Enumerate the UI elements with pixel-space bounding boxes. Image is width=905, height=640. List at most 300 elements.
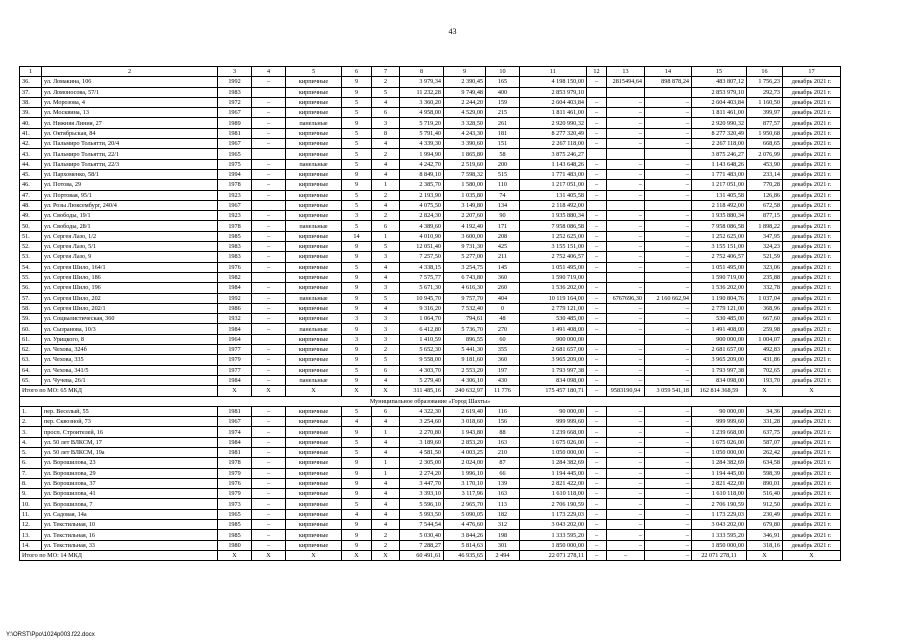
table-cell: – (587, 489, 607, 499)
table-cell: – (645, 417, 692, 427)
table-cell: 1978 (218, 180, 252, 190)
table-cell: 11. (20, 509, 42, 519)
table-cell: 4 192,40 (444, 221, 486, 231)
table-cell: 1 793 997,38 (692, 365, 747, 375)
table-cell: 9 (342, 375, 372, 385)
table-cell: кирпичные (286, 272, 342, 282)
table-cell: – (645, 375, 692, 385)
table-cell: ул. Текстильная, 10 (42, 520, 218, 530)
table-cell: X (286, 550, 342, 560)
table-cell: 5 277,00 (444, 252, 486, 262)
table-cell: кирпичные (286, 334, 342, 344)
table-cell: 8 277 320,49 (520, 128, 587, 138)
table-row (20, 447, 841, 457)
table-row (20, 520, 841, 530)
table-cell: – (587, 468, 607, 478)
table-cell: – (252, 499, 286, 509)
table-cell (252, 200, 286, 210)
table-cell: 2 (372, 77, 400, 87)
header-row (20, 67, 841, 77)
table-row (20, 200, 841, 210)
table-cell: – (645, 458, 692, 468)
table-cell: – (252, 262, 286, 272)
table-cell: декабрь 2021 г. (783, 128, 841, 138)
table-row (20, 406, 841, 416)
table-row (20, 345, 841, 355)
table-cell: 331,28 (747, 417, 783, 427)
table-cell: 4 003,25 (444, 447, 486, 457)
table-cell: 1 284 382,69 (692, 458, 747, 468)
table-cell: 5 (342, 262, 372, 272)
table-cell: 4 243,30 (444, 128, 486, 138)
table-cell: 6. (20, 458, 42, 468)
table-cell: – (587, 386, 607, 396)
table-cell: 5 (342, 190, 372, 200)
table-cell: – (645, 97, 692, 107)
table-cell: 9 (342, 540, 372, 550)
table-cell: декабрь 2021 г. (783, 149, 841, 159)
table-cell: – (607, 365, 645, 375)
table-cell: кирпичные (286, 211, 342, 221)
table-cell: 2 (372, 211, 400, 221)
table-cell: декабрь 2021 г. (783, 499, 841, 509)
table-cell: 5 993,50 (400, 509, 444, 519)
table-cell: 4 010,90 (400, 231, 444, 241)
table-cell: кирпичные (286, 77, 342, 87)
table-cell: – (252, 314, 286, 324)
table-cell: 2 160 662,94 (645, 293, 692, 303)
table-cell: 3 965 209,00 (520, 355, 587, 365)
table-cell: – (607, 499, 645, 509)
table-cell: 2 853,20 (444, 437, 486, 447)
table-cell: 3 149,80 (444, 200, 486, 210)
table-cell: 1 850 000,00 (692, 540, 747, 550)
table-cell: 9 (342, 478, 372, 488)
table-cell: кирпичные (286, 180, 342, 190)
table-cell: 3 390,60 (444, 139, 486, 149)
table-cell: X (342, 386, 372, 396)
table-cell: 3 (372, 314, 400, 324)
table-cell: ул. Пархоменко, 58/1 (42, 169, 218, 179)
table-cell: 9 (342, 293, 372, 303)
table-cell: – (252, 437, 286, 447)
table-cell: 1975 (218, 159, 252, 169)
table-cell: 0 (486, 303, 520, 313)
table-cell: 9 (342, 530, 372, 540)
table-cell: 165 (486, 77, 520, 87)
table-cell: 162 814 368,59 (692, 386, 747, 396)
table-cell: 1976 (218, 478, 252, 488)
table-cell: 9 (342, 520, 372, 530)
table-cell: 3 (372, 334, 400, 344)
table-cell: 834 098,00 (692, 375, 747, 385)
table-cell: ул. Октябрьская, 84 (42, 128, 218, 138)
table-row (20, 211, 841, 221)
table-cell: 50. (20, 221, 42, 231)
table-cell: 4 (372, 375, 400, 385)
table-cell: 5 (342, 200, 372, 210)
table-cell: 672,58 (747, 200, 783, 210)
table-cell: 1 (372, 427, 400, 437)
table-cell: 63. (20, 355, 42, 365)
table-cell: 5. (20, 447, 42, 457)
table-cell: декабрь 2021 г. (783, 314, 841, 324)
table-cell: – (587, 314, 607, 324)
table-cell: пер. Веселый, 55 (42, 406, 218, 416)
table-cell: 65. (20, 375, 42, 385)
table-cell: 1985 (218, 231, 252, 241)
table-cell: 11 (520, 67, 587, 77)
table-cell: 431,86 (747, 355, 783, 365)
table-cell: 912,50 (747, 499, 783, 509)
table-cell: кирпичные (286, 345, 342, 355)
table-cell: 1 898,22 (747, 221, 783, 231)
table-cell: 145 (486, 262, 520, 272)
table-cell: 668,65 (747, 139, 783, 149)
table-cell: 1 590 719,00 (692, 272, 747, 282)
table-cell: – (587, 169, 607, 179)
table-cell: 324,23 (747, 242, 783, 252)
table-cell: X (286, 386, 342, 396)
table-cell: – (587, 509, 607, 519)
table-cell: кирпичные (286, 303, 342, 313)
table-cell: – (252, 252, 286, 262)
table-cell: 12. (20, 520, 42, 530)
table-cell: 4 198 150,00 (520, 77, 587, 87)
table-cell: кирпичные (286, 427, 342, 437)
table-cell: 61. (20, 334, 42, 344)
table-cell: – (645, 345, 692, 355)
table-cell: – (645, 242, 692, 252)
table-cell: 4 (372, 169, 400, 179)
table-cell: 1 811 461,00 (520, 108, 587, 118)
table-row (20, 139, 841, 149)
table-cell: – (587, 345, 607, 355)
table-cell: – (645, 550, 692, 560)
table-cell: декабрь 2021 г. (783, 427, 841, 437)
table-cell: 1992 (218, 77, 252, 87)
table-cell: 1923 (218, 211, 252, 221)
table-cell: 2 118 492,00 (520, 200, 587, 210)
table-cell: – (252, 324, 286, 334)
table-cell: 1967 (218, 108, 252, 118)
table-cell: 211 (486, 252, 520, 262)
table-cell: ул. Свободы, 28/1 (42, 221, 218, 231)
table-cell: 2 244,20 (444, 97, 486, 107)
table-cell: 1 675 026,00 (520, 437, 587, 447)
table-cell: 360 (486, 272, 520, 282)
table-cell: 323,06 (747, 262, 783, 272)
table-cell: 4 958,00 (400, 108, 444, 118)
table-cell: 49. (20, 211, 42, 221)
table-cell: 999 999,60 (692, 417, 747, 427)
table-row (20, 283, 841, 293)
table-cell: – (607, 355, 645, 365)
table-cell: 8 (372, 128, 400, 138)
table-cell: 4 303,70 (400, 365, 444, 375)
table-cell: 9 (342, 355, 372, 365)
table-row (20, 108, 841, 118)
table-cell: 1 675 026,00 (692, 437, 747, 447)
table-cell: 11 776 (486, 386, 520, 396)
document-path: Y:\ORST\Ppo\1024p003.f22.docx (6, 632, 95, 638)
table-cell: 1967 (218, 417, 252, 427)
table-cell: 4 306,10 (444, 375, 486, 385)
table-cell: 2 706 190,59 (692, 499, 747, 509)
table-cell: 6 (372, 108, 400, 118)
table-cell: 261 (486, 118, 520, 128)
table-cell: – (252, 468, 286, 478)
table-cell: 2 853 979,10 (520, 87, 587, 97)
table-cell: 483 807,12 (692, 77, 747, 87)
table-cell: 48 (486, 314, 520, 324)
table-cell: 182 (486, 509, 520, 519)
table-cell: 6 (342, 67, 372, 77)
table-cell (587, 149, 607, 159)
table-cell: 9583190,94 (607, 386, 645, 396)
table-cell: 7 532,40 (444, 303, 486, 313)
table-cell: – (252, 303, 286, 313)
table-cell: 5 596,10 (400, 499, 444, 509)
table-cell: – (607, 139, 645, 149)
table-cell: – (645, 324, 692, 334)
table-cell: декабрь 2021 г. (783, 468, 841, 478)
table-cell: 999 999,60 (520, 417, 587, 427)
table-cell: кирпичные (286, 417, 342, 427)
table-cell: 1972 (218, 97, 252, 107)
table-cell: 368,96 (747, 303, 783, 313)
table-cell: 667,60 (747, 314, 783, 324)
table-cell: 3 965 209,00 (692, 355, 747, 365)
table-cell: 598,39 (747, 468, 783, 478)
table-cell: – (252, 375, 286, 385)
table-cell: – (607, 211, 645, 221)
table-cell: кирпичные (286, 540, 342, 550)
table-cell: – (252, 489, 286, 499)
table-cell: 22 071 278,11 (692, 550, 747, 560)
table-cell: 2 (42, 67, 218, 77)
table-cell: – (587, 118, 607, 128)
table-cell: – (587, 221, 607, 231)
table-cell: – (645, 118, 692, 128)
table-cell: ул. Чехова, 324б (42, 345, 218, 355)
table-cell: 1 284 382,69 (520, 458, 587, 468)
table-cell: – (607, 427, 645, 437)
table-cell: 492,83 (747, 345, 783, 355)
table-cell: 9 316,20 (400, 303, 444, 313)
table-cell: ул. 50 лет ВЛКСМ, 19а (42, 447, 218, 457)
table-cell (252, 272, 286, 282)
table-row (20, 314, 841, 324)
table-cell: декабрь 2021 г. (783, 417, 841, 427)
table-cell: 2 821 422,00 (520, 478, 587, 488)
table-cell: – (645, 437, 692, 447)
table-cell: 1 252 625,00 (692, 231, 747, 241)
table-cell: 4 (372, 437, 400, 447)
table-cell: декабрь 2021 г. (783, 334, 841, 344)
table-cell: 116 (486, 406, 520, 416)
table-cell: 12 051,40 (400, 242, 444, 252)
table-cell (252, 149, 286, 159)
table-cell: 1965 (218, 149, 252, 159)
table-cell: декабрь 2021 г. (783, 406, 841, 416)
table-cell: 1 771 483,00 (692, 169, 747, 179)
table-cell: – (252, 242, 286, 252)
table-cell: – (645, 489, 692, 499)
table-cell: – (252, 190, 286, 200)
table-cell: 1978 (218, 458, 252, 468)
table-cell: 1 217 051,00 (692, 180, 747, 190)
table-cell: – (252, 447, 286, 457)
table-cell: – (645, 231, 692, 241)
table-cell (587, 272, 607, 282)
table-cell: 1 (20, 67, 42, 77)
table-cell: 4 (252, 67, 286, 77)
table-cell: ул. Пальмиро Тольятти, 22/3 (42, 159, 218, 169)
table-cell: 126,86 (747, 190, 783, 200)
table-cell: 1. (20, 406, 42, 416)
table-cell: декабрь 2021 г. (783, 324, 841, 334)
table-cell: 171 (486, 221, 520, 231)
table-cell: 2 821 422,00 (692, 478, 747, 488)
table-cell: 4 581,50 (400, 447, 444, 457)
table-cell: 62. (20, 345, 42, 355)
table-cell: 60 491,61 (400, 550, 444, 560)
table-cell: 60. (20, 324, 42, 334)
table-cell: 2 390,45 (444, 77, 486, 87)
table-cell: 55. (20, 272, 42, 282)
table-cell: ул. Ворошилова, 29 (42, 468, 218, 478)
table-cell: 1 333 595,20 (692, 530, 747, 540)
table-cell: – (252, 509, 286, 519)
table-row (20, 468, 841, 478)
table-cell: – (607, 169, 645, 179)
table-cell: 57. (20, 293, 42, 303)
table-cell: ул. Текстильная, 16 (42, 530, 218, 540)
table-cell: 1 035,80 (444, 190, 486, 200)
table-cell: кирпичные (286, 365, 342, 375)
table-cell: 1992 (218, 293, 252, 303)
table-cell: – (587, 190, 607, 200)
section-row (20, 396, 841, 406)
table-cell: 9 (342, 458, 372, 468)
table-cell: – (587, 550, 607, 560)
table-cell: ул. Розы Люксембург, 240/4 (42, 200, 218, 210)
table-cell: панельные (286, 324, 342, 334)
table-cell: 1 194 445,00 (520, 468, 587, 478)
table-cell: 1 (372, 180, 400, 190)
table-cell: декабрь 2021 г. (783, 252, 841, 262)
table-cell: 5 441,30 (444, 345, 486, 355)
table-cell: – (607, 530, 645, 540)
table-cell: 1985 (218, 530, 252, 540)
table-cell: – (607, 97, 645, 107)
table-cell: декабрь 2021 г. (783, 190, 841, 200)
table-cell: 2 193,90 (400, 190, 444, 200)
table-cell: – (645, 221, 692, 231)
table-cell: 3 328,50 (444, 118, 486, 128)
table-cell (645, 334, 692, 344)
table-cell: кирпичные (286, 314, 342, 324)
table-cell: 5 791,40 (400, 128, 444, 138)
table-cell: пер. Сквозной, 73 (42, 417, 218, 427)
table-cell: 2 853 979,10 (692, 87, 747, 97)
table-cell: – (252, 97, 286, 107)
table-cell: 515 (486, 169, 520, 179)
table-cell: 1967 (218, 200, 252, 210)
table-cell: – (587, 128, 607, 138)
table-cell: 13 (607, 67, 645, 77)
table-cell: 2 118 492,00 (692, 200, 747, 210)
table-cell: ул. Текстильная, 33 (42, 540, 218, 550)
table-cell: декабрь 2021 г. (783, 159, 841, 169)
table-cell: 318,16 (747, 540, 783, 550)
table-cell: 2 024,00 (444, 458, 486, 468)
table-cell: 702,65 (747, 365, 783, 375)
table-cell: 399,97 (747, 108, 783, 118)
table-cell: 1 935 880,34 (692, 211, 747, 221)
table-cell: 4 322,30 (400, 406, 444, 416)
table-cell: 516,40 (747, 489, 783, 499)
table-cell: – (587, 97, 607, 107)
table-cell: – (587, 540, 607, 550)
table-cell: декабрь 2021 г. (783, 108, 841, 118)
table-cell: – (607, 345, 645, 355)
table-cell: 1 051 495,00 (692, 262, 747, 272)
table-cell: 7 288,27 (400, 540, 444, 550)
table-row (20, 293, 841, 303)
table-cell: ул. Чехова, 341/5 (42, 365, 218, 375)
table-cell: декабрь 2021 г. (783, 283, 841, 293)
table-cell: ул. Ворошилова, 37 (42, 478, 218, 488)
table-cell: 1983 (218, 242, 252, 252)
table-cell: – (607, 540, 645, 550)
table-cell: 4 (372, 139, 400, 149)
table-cell: 2 494 (486, 550, 520, 560)
table-cell: 3 979,34 (400, 77, 444, 87)
table-cell: 5 (342, 139, 372, 149)
table-cell: X (218, 550, 252, 560)
table-cell: 1 173 229,03 (692, 509, 747, 519)
table-cell: 38. (20, 97, 42, 107)
table-cell: – (252, 365, 286, 375)
table-cell: 877,15 (747, 211, 783, 221)
table-cell: 151 (486, 139, 520, 149)
table-cell: 1 051 495,00 (520, 262, 587, 272)
table-row (20, 334, 841, 344)
table-cell: 5 (342, 221, 372, 231)
table-cell: 1980 (218, 540, 252, 550)
table-cell: 14 (342, 231, 372, 241)
table-cell: X (252, 550, 286, 560)
table-cell: – (607, 221, 645, 231)
table-cell: – (607, 458, 645, 468)
table-cell: 90 (486, 211, 520, 221)
table-cell: декабрь 2021 г. (783, 478, 841, 488)
table-cell (645, 200, 692, 210)
table-cell: 5 (372, 242, 400, 252)
table-cell: 425 (486, 242, 520, 252)
table-cell: 5 (372, 293, 400, 303)
table-cell: – (607, 159, 645, 169)
table-cell: панельные (286, 221, 342, 231)
table-cell: 587,07 (747, 437, 783, 447)
table-cell: 3 600,00 (444, 231, 486, 241)
table-cell: 9 (342, 303, 372, 313)
table-cell: 1 756,23 (747, 77, 783, 87)
table-cell: ул. Сергея Лазо, 1/2 (42, 231, 218, 241)
table-cell: – (252, 211, 286, 221)
